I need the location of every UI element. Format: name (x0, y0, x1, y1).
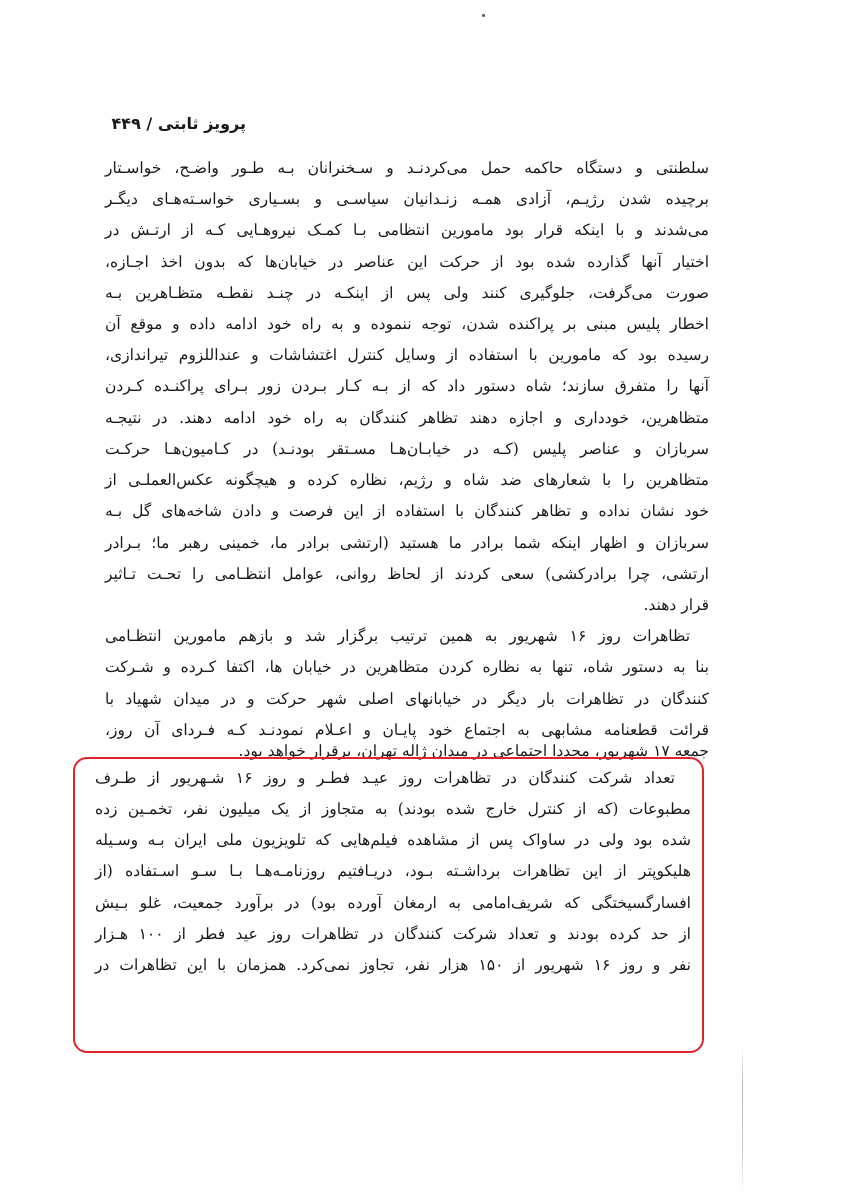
text-line: صورت می‌گرفت، جلوگیری کنند ولی پس از اینکـه در چنـد نقطـه متظـاهرین بـه (105, 284, 709, 302)
scan-speck (482, 14, 485, 17)
text-line: نفر و روز ۱۶ شهریور از ۱۵۰ هزار نفر، تجاوز نمی‌کرد. همزمان با این تظاهرات در (95, 956, 691, 974)
text-line: مطبوعات (که از کنترل خارج شده بودند) به متجاوز از یک میلیون نفر، تخمـین زده (95, 800, 691, 818)
text-line: تظاهرات روز ۱۶ شهریور به همین ترتیب برگزار شد و بازهم مامورین انتظـامی (105, 627, 691, 645)
text-line: رسیده بود که مامورین با استفاده از وسایل کنترل اغتشاشات و عنداللزوم تیراندازی، (105, 346, 709, 364)
text-line: می‌شدند و با اینکه قرار بود مامورین انتظامی بـا کمـک نیروهـایی کـه از ارتـش در (105, 221, 709, 239)
text-line: قرائت قطعنامه مشابهی به اجتماع خود پایـان و اعـلام نمودنـد کـه فـردای آن روز، (105, 721, 709, 739)
text-line: ارتشی، چرا برادرکشی) سعی کردند از لحاظ روانی، عوامل انتظـامی را تحـت تـاثیر (105, 565, 709, 583)
text-line: خود نشان نداده و تظاهر کنندگان با استفاده از این فرصت و دادن شاخه‌های گل بـه (105, 502, 709, 520)
text-line: قرار دهند. (643, 596, 709, 614)
scan-margin-line (742, 1045, 743, 1195)
text-line: متظاهرین، خودداری و اجازه دهند تظاهر کنندگان به راه خود ادامه دهند. در نتیجـه (105, 409, 709, 427)
text-line: آنها را متفرق سازند؛ شاه دستور داد که از بـه کـار بـردن زور بـرای پراکنـده کـردن (105, 377, 709, 395)
text-line: متظاهرین را با شعارهای ضد شاه و رژیم، نظاره کرده و هیچگونه عکس‌العملـی از (105, 471, 709, 489)
text-line: اخطار پلیس مبنی بر پراکنده شدن، توجه ننموده و به راه خود ادامه داده و موقع آن (105, 315, 709, 333)
text-line: کنندگان در تظاهرات بار دیگر در خیابانهای اصلی شهر حرکت و در میدان شهیاد با (105, 690, 709, 708)
text-line: جمعه ۱۷ شهریور، مجددا اجتماعی در میدان ژاله تهران، برقرار خواهد بود. (238, 742, 709, 760)
text-line: برچیده شدن رژیـم، آزادی همـه زنـدانیان سیاسـی و بسـیاری خواسـته‌هـای دیگـر (105, 190, 709, 208)
text-line: اختیار آنها گذارده شده بود از حرکت این عناصر در خیابان‌ها که بدون اخذ اجـازه، (105, 253, 709, 271)
text-line: شده بود ولی در ساواک پس از مشاهده فیلم‌هایی که تلویزیون ملی ایران بـه وسـیله (95, 831, 691, 849)
highlight-annotation (73, 757, 704, 1053)
text-line: از حد کرده بودند و تعداد شرکت کنندگان در تظاهرات روز عید فطر از ۱۰۰ هـزار (95, 925, 691, 943)
text-line: هلیکوپتر از این تظاهرات برداشـته بـود، دریـافتیم روزنامـه‌هـا بـا سـو اسـتفاده (از (95, 862, 691, 880)
text-line: افسارگسیختگی که شریف‌امامی به ارمغان آورده بود) در برآورد جمعیت، غلو بـیش (95, 894, 691, 912)
text-line: سربازان و اظهار اینکه شما برادر ما هستید (ارتشی برادر ما، خمینی رهبر ما؛ بـرادر (105, 534, 709, 552)
text-line: تعداد شرکت کنندگان در تظاهرات روز عیـد فطـر و روز ۱۶ شـهریور از طـرف (95, 769, 675, 787)
text-line: سربازان و عناصر پلیس (کـه در خیابـان‌هـا مسـتقر بودنـد) در کـامیون‌هـا حرکـت (105, 440, 709, 458)
running-header: پرویز ثابتی / ۴۴۹ (111, 114, 246, 133)
text-line: سلطنتی و دستگاه حاکمه حمل می‌کردنـد و سـخنرانان بـه طـور واضـح، خواسـتار (105, 159, 709, 177)
text-line: بنا به دستور شاه، تنها به نظاره کردن متظاهرین در خیابان ها، اکتفا کـرده و شـرکت (105, 658, 709, 676)
